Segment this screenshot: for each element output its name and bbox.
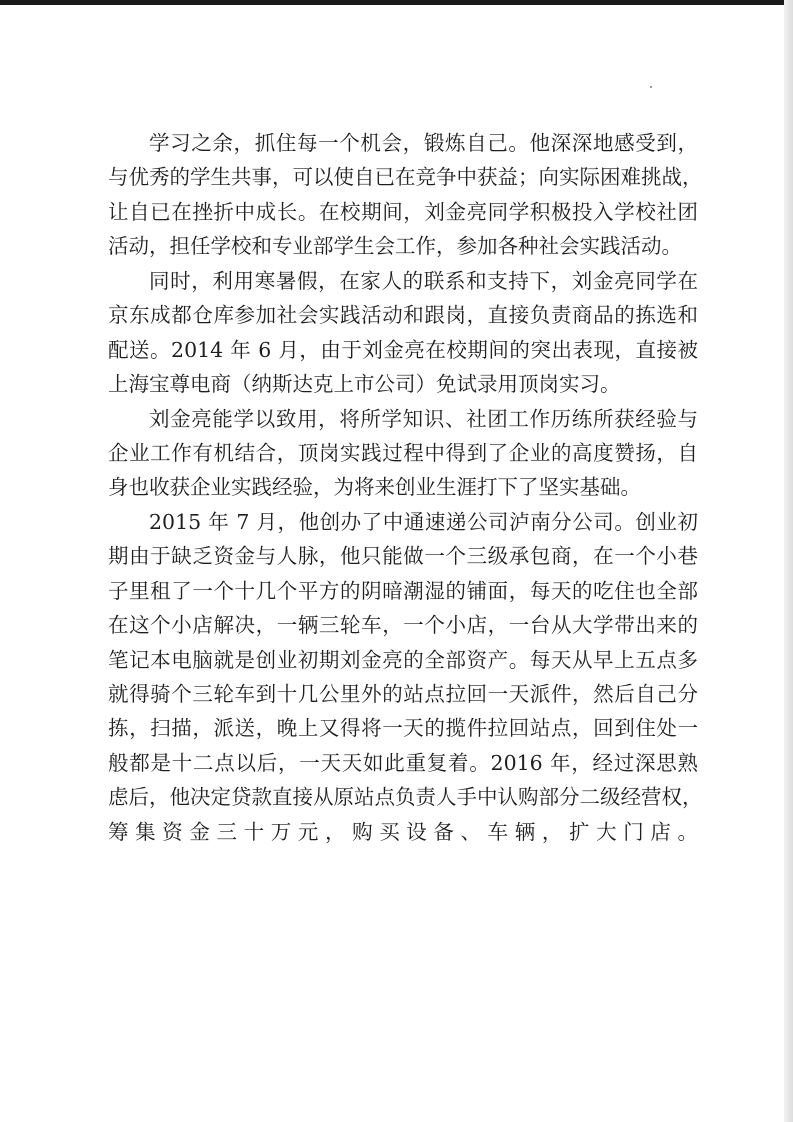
text-line: 虑后，他决定贷款直接从原站点负责人手中认购部分二级经营权， — [108, 785, 703, 810]
text-line: 配送。2014 年 6 月，由于刘金亮在校期间的突出表现，直接被 — [108, 337, 698, 362]
text-line — [108, 849, 698, 883]
text-line: 子里租了一个十几个平方的阴暗潮湿的铺面，每天的吃住也全部 — [108, 578, 698, 603]
text-line: 企业工作有机结合，顶岗实践过程中得到了企业的高度赞扬，自 — [108, 440, 698, 465]
scan-border-right — [784, 0, 793, 1122]
paragraph-3 — [108, 402, 698, 505]
text-line: 筹集资金三十万元，购买设备、车辆，扩大门店。 — [108, 819, 698, 844]
text-line: 同时，利用寒暑假，在家人的联系和支持下，刘金亮同学在 — [149, 268, 698, 293]
text-line: 刘金亮能学以致用，将所学知识、社团工作历练所获经验与 — [149, 406, 698, 431]
text-line: 2015 年 7 月，他创办了中通速递公司泸南分公司。创业初 — [149, 509, 698, 534]
text-line: 就得骑个三轮车到十几公里外的站点拉回一天派件，然后自己分 — [108, 682, 698, 706]
text-line: 笔记本电脑就是创业初期刘金亮的全部资产。每天从早上五点多 — [108, 647, 698, 672]
text-line: 活动，担任学校和专业部学生会工作，参加各种社会实践活动。 — [108, 234, 682, 259]
text-line: 拣，扫描，派送，晚上又得将一天的揽件拉回站点，回到住处一 — [108, 716, 698, 741]
paragraph-2 — [108, 264, 698, 402]
text-line: 般都是十二点以后，一天天如此重复着。2016 年，经过深思熟 — [108, 750, 698, 775]
text-line: 期由于缺乏资金与人脉，他只能做一个三级承包商，在一个小巷 — [108, 544, 698, 569]
text-line: 上海宝尊电商（纳斯达克上市公司）免试录用顶岗实习。 — [108, 372, 621, 397]
text-line: 与优秀的学生共事，可以使自已在竞争中获益；向实际困难挑战， — [108, 165, 703, 190]
document-body — [108, 126, 703, 884]
text-line: 在这个小店解决，一辆三轮车，一个小店，一台从大学带出来的 — [108, 613, 698, 638]
scan-speck — [650, 86, 652, 88]
paragraph-1 — [108, 126, 703, 264]
text-line: 让自已在挫折中成长。在校期间，刘金亮同学积极投入学校社团 — [108, 199, 698, 224]
text-line: 学习之余，抓住每一个机会，锻炼自己。他深深地感受到， — [149, 131, 698, 155]
text-line: 京东成都仓库参加社会实践活动和跟岗，直接负责商品的拣选和 — [108, 303, 698, 328]
paragraph-4 — [108, 505, 703, 884]
scan-border-top — [0, 0, 793, 5]
text-line: 身也收获企业实践经验，为将来创业生涯打下了坚实基础。 — [108, 475, 641, 500]
